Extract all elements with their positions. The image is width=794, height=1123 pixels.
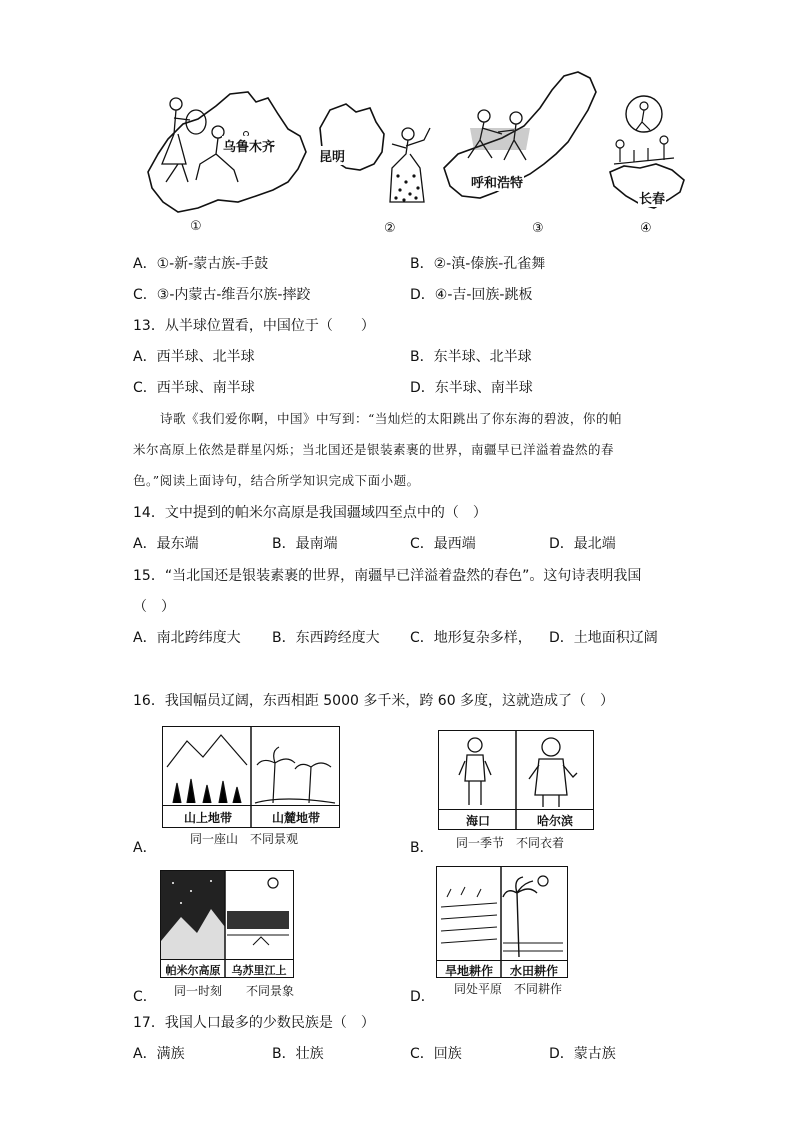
map-label-hohhot: 呼和浩特 [470,172,524,191]
q16-b-image[interactable] [438,730,594,830]
q16-c-caption: 同一时刻 不同景象 [174,984,295,998]
q16-a-image[interactable] [162,726,340,828]
map-jilin [604,92,690,214]
q16-option-d-letter[interactable]: D． [410,989,435,1005]
map-number-4: ④ [640,221,652,236]
q16-a-label-right: 山麓地带 [271,811,320,825]
q16-option-c-letter[interactable]: C． [133,989,157,1005]
q12-option-d[interactable]: D．④-吉-回族-跳板 [410,287,533,303]
q15-option-d[interactable]: D．土地面积辽阔 [549,630,658,646]
map-number-3: ③ [532,221,544,236]
q16-b-label-right: 哈尔滨 [536,814,573,828]
q16-a-caption: 同一座山 不同景观 [190,832,299,846]
q13-option-c[interactable]: C．西半球、南半球 [133,380,255,396]
poem-line-1: 诗歌《我们爱你啊，中国》中写到：“当灿烂的太阳跳出了你东海的碧波，你的帕 [160,411,622,426]
q16-stem: 16．我国幅员辽阔，东西相距 5000 多千米，跨 60 多度，这就造成了（ ） [133,693,615,709]
map-label-kunming: 昆明 [318,146,346,165]
q16-c-image[interactable] [160,870,294,978]
map-number-2: ② [384,221,396,236]
map-inner-mongolia [440,68,600,214]
q16-d-label-left: 旱地耕作 [444,964,493,978]
map-yunnan [312,98,440,218]
q14-option-d[interactable]: D．最北端 [549,536,616,552]
q12-option-a[interactable]: A．①-新-蒙古族-手鼓 [133,256,269,272]
q15-option-b[interactable]: B．东西跨经度大 [272,630,380,646]
q14-option-c[interactable]: C．最西端 [410,536,476,552]
q16-b-caption: 同一季节 不同衣着 [456,836,565,850]
map-label-urumqi: 乌鲁木齐 [222,136,276,155]
q17-option-c[interactable]: C．回族 [410,1046,462,1062]
inner-mongolia-outline [440,68,600,214]
q15-paren: （ ） [133,599,175,615]
q15-stem: 15．“当北国还是银装素裹的世界，南疆早已洋溢着盎然的春色”。这句诗表明我国 [133,568,642,584]
q16-a-label-left: 山上地带 [183,811,232,825]
q16-option-b-letter[interactable]: B． [410,840,434,856]
q16-d-caption: 同处平原 不同耕作 [454,982,563,996]
q12-option-c[interactable]: C．③-内蒙古-维吾尔族-摔跤 [133,287,311,303]
q13-stem: 13．从半球位置看，中国位于（ ） [133,318,375,334]
q13-option-a[interactable]: A．西半球、北半球 [133,349,255,365]
q14-option-a[interactable]: A．最东端 [133,536,199,552]
q16-d-image[interactable] [436,866,568,978]
q14-stem: 14．文中提到的帕米尔高原是我国疆域四至点中的（ ） [133,505,487,521]
q13-option-d[interactable]: D．东半球、南半球 [410,380,533,396]
q15-option-a[interactable]: A．南北跨纬度大 [133,630,241,646]
q12-option-b[interactable]: B．②-滇-傣族-孔雀舞 [410,256,546,272]
q17-option-a[interactable]: A．满族 [133,1046,185,1062]
q17-stem: 17．我国人口最多的少数民族是（ ） [133,1015,375,1031]
q15-option-c[interactable]: C．地形复杂多样， [410,630,532,646]
q17-option-b[interactable]: B．壮族 [272,1046,324,1062]
q13-option-b[interactable]: B．东半球、北半球 [410,349,532,365]
map-xinjiang [138,84,308,216]
q17-option-d[interactable]: D．蒙古族 [549,1046,616,1062]
map-number-1: ① [190,219,202,234]
map-label-changchun: 长春 [638,188,666,207]
q16-c-label-left: 帕米尔高原 [165,964,221,977]
q16-b-label-left: 海口 [465,814,490,828]
q16-option-a-letter[interactable]: A． [133,840,157,856]
poem-line-2: 米尔高原上依然是群星闪烁；当北国还是银装素裹的世界，南疆早已洋溢着盎然的春 [133,442,615,457]
q16-c-label-right: 乌苏里江上 [231,964,287,977]
q14-option-b[interactable]: B．最南端 [272,536,338,552]
q16-d-label-right: 水田耕作 [509,964,558,978]
poem-line-3: 色。”阅读上面诗句，结合所学知识完成下面小题。 [133,473,420,488]
